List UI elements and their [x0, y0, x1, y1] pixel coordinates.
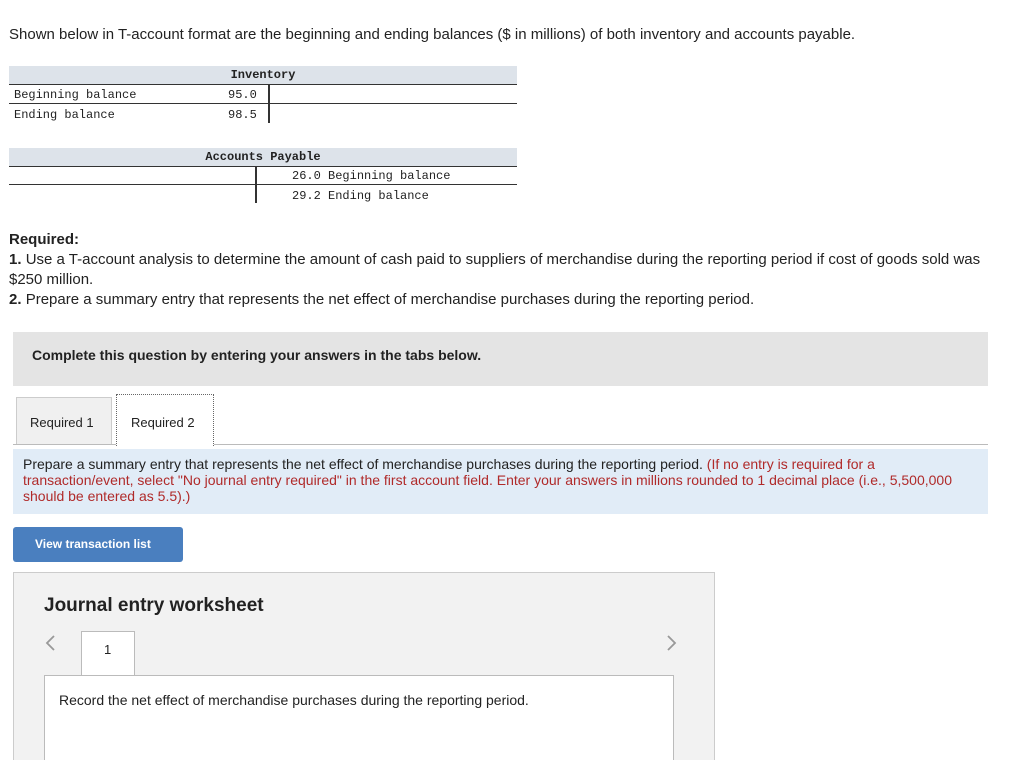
inventory-title: Inventory [230, 68, 296, 82]
banner-text: Complete this question by entering your answers in the tabs below. [32, 347, 482, 363]
ap-title: Accounts Payable [205, 150, 321, 164]
ap-row-rule [9, 184, 517, 185]
worksheet-prompt: Record the net effect of merchandise purchases during the reporting period. [59, 692, 529, 708]
inventory-ending-label: Ending balance [14, 108, 115, 122]
instruction-main: Prepare a summary entry that represents the net effect of merchandise purchases during the reporting period. [23, 456, 703, 472]
instructions-banner [13, 332, 988, 386]
ap-ending-label: Ending balance [328, 189, 429, 203]
worksheet-panel [44, 675, 674, 760]
required-item-2: 2. Prepare a summary entry that represents the net effect of merchandise purchases during the reporting period. [9, 291, 755, 308]
journal-entry-worksheet [13, 572, 715, 760]
tab-instructions [13, 449, 988, 514]
required-item-1: 1. Use a T-account analysis to determine the amount of cash paid to suppliers of merchandise during the reporting period if cost of goods sold was $250 million. [9, 251, 981, 288]
view-transaction-list-button[interactable]: View transaction list [13, 527, 183, 562]
inventory-beginning-label: Beginning balance [14, 88, 137, 102]
ap-beginning-label: Beginning balance [328, 169, 451, 183]
ap-top-rule [9, 166, 517, 167]
inventory-divider [268, 84, 270, 123]
instruction-note: (If no entry is required for a transaction/event, select "No journal entry required" in the first account field. Enter your answers in millions rounded to 1 decimal place (i.e., 5,500,000 should be entered as 5.5).) [23, 456, 952, 504]
ap-beginning-row [292, 169, 450, 183]
inventory-t-account [9, 66, 517, 126]
chevron-right-icon[interactable] [666, 634, 686, 656]
inventory-top-rule [9, 84, 517, 85]
inventory-ending-value: 98.5 [228, 108, 257, 122]
ap-beginning-value: 26.0 [292, 169, 321, 183]
ap-ending-value: 29.2 [292, 189, 321, 203]
required-section [9, 230, 1009, 310]
ap-ending-row [292, 189, 429, 203]
required-heading: Required: [9, 231, 80, 248]
chevron-left-icon[interactable] [44, 634, 64, 656]
tab-required-2[interactable]: Required 2 [116, 394, 214, 446]
inventory-row-rule [9, 103, 517, 104]
inventory-beginning-value: 95.0 [228, 88, 257, 102]
intro-text: Shown below in T-account format are the beginning and ending balances ($ in millions) of both inventory and accounts payable. [9, 26, 856, 43]
entry-tab-1[interactable]: 1 [81, 631, 135, 677]
accounts-payable-t-account [9, 148, 517, 206]
ap-divider [255, 166, 257, 203]
tab-required-1[interactable]: Required 1 [16, 397, 112, 444]
worksheet-title: Journal entry worksheet [44, 595, 264, 616]
